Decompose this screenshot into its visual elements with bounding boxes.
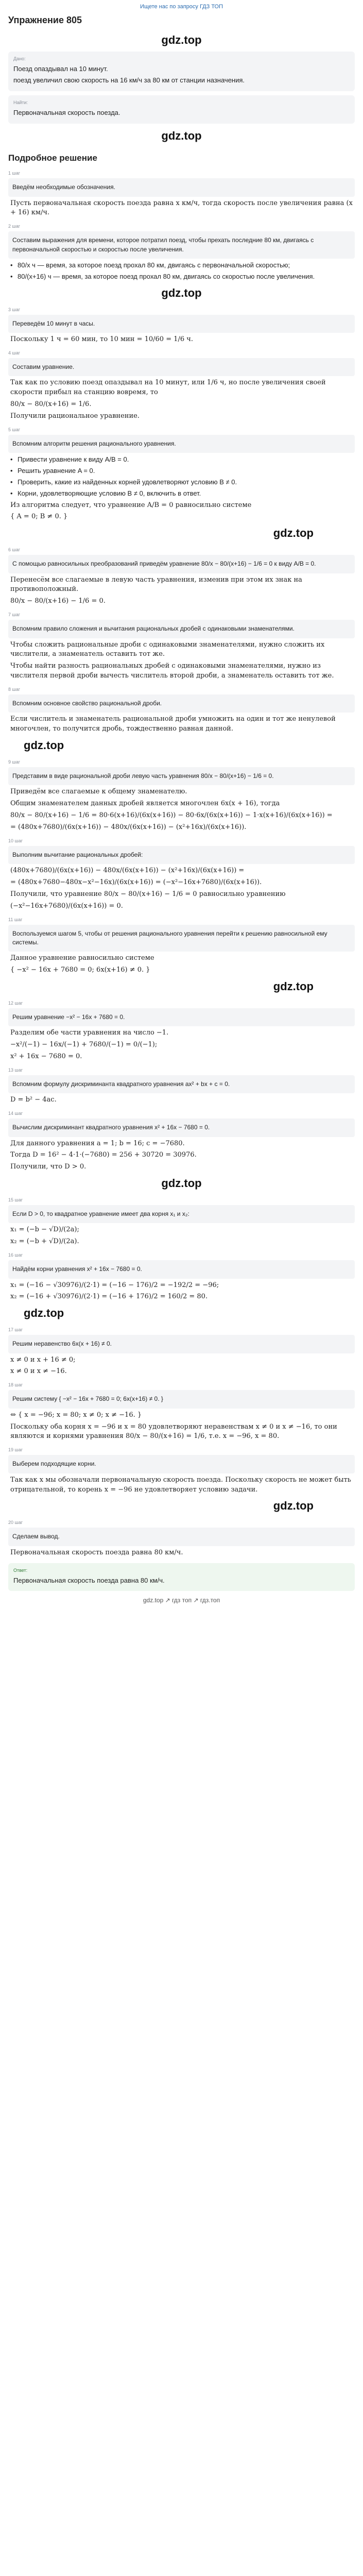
solution-step (8, 427, 355, 522)
step-line: Получили, что D > 0. (10, 1163, 87, 1171)
step-line: Данное уравнение равносильно системе (10, 954, 154, 962)
step-line: x₂ = (−16 + √30976)/(2·1) = (−16 + 176)/2 = 160/2 = 80. (10, 1293, 208, 1301)
step-line: = (480x+7680)/(6x(x+16)) − 480x/(6x(x+16)) − (x²+16x)/(6x(x+16)). (10, 823, 247, 831)
step-box (8, 1118, 355, 1137)
step-line: Из алгоритма следует, что уравнение A/B = 0 равносильно системе (10, 501, 252, 509)
step-label: 18 шаг (8, 1382, 23, 1388)
step-line: D = b² − 4ac. (10, 1096, 57, 1104)
solution-step (8, 612, 355, 681)
step-box (8, 620, 355, 638)
step-line: 80/x − 80/(x+16) − 1/6 = 80·6(x+16)/(6x(x+16)) − 80·6x/(6x(x+16)) − 1·x(x+16)/(6x(x+16)) = (10, 811, 333, 820)
step-label: 9 шаг (8, 759, 21, 765)
step-heading: Вспомним алгоритм решения рационального уравнения. (12, 439, 176, 447)
step-line: Перенесём все слагаемые в левую часть уравнения, изменив при этом их знак на противоположный. (10, 575, 302, 594)
step-box (8, 1205, 355, 1223)
step-heading: Составим уравнение. (12, 363, 75, 370)
step-box (8, 1260, 355, 1278)
watermark: gdz.top (24, 739, 64, 752)
step-line: ⇔ { x = −96; x = 80; x ≠ 0; x ≠ −16. } (10, 1411, 142, 1419)
step-line: x ≠ 0 и x + 16 ≠ 0; (10, 1355, 76, 1364)
step-line: 80/x − 80/(x+16) − 1/6 = 0. (10, 597, 106, 605)
step-line: Тогда D = 16² − 4·1·(−7680) = 256 + 30720 = 30976. (10, 1151, 197, 1159)
step-heading: Сделаем вывод. (12, 1533, 60, 1540)
step-box (8, 694, 355, 713)
step-heading: Составим выражения для времени, которое потратил поезд, чтобы прехать последние 80 км, двигаясь с первоначальной скоростью и скоростью после увеличения. (12, 236, 314, 253)
step-box (8, 1390, 355, 1408)
step-heading: Введём необходимые обозначения. (12, 183, 115, 191)
watermark: gdz.top (161, 33, 202, 47)
step-box (8, 231, 355, 259)
watermark: gdz.top (24, 1307, 64, 1320)
step-heading: Если D > 0, то квадратное уравнение имеет два корня x₁ и x₂: (12, 1210, 189, 1218)
step-line: (−x²−16x+7680)/(6x(x+16)) = 0. (10, 902, 123, 910)
solution-step (8, 307, 355, 345)
find-box (8, 95, 355, 124)
step-line: (480x+7680)/(6x(x+16)) − 480x/(6x(x+16)) − (x²+16x)/(6x(x+16)) = (10, 867, 245, 875)
step-box (8, 925, 355, 952)
bullet-item: • Решить уравнение A = 0. (10, 466, 355, 476)
top-link[interactable]: Ищете нас по запросу ГДЗ ТОП (140, 4, 223, 10)
step-line: x ≠ 0 и x ≠ −16. (10, 1367, 67, 1376)
solution-step (8, 170, 355, 218)
step-line: x₁ = (−b − √D)/(2a); (10, 1226, 79, 1234)
bullet-item: • 80/(x+16) ч — время, за которое поезд прохал 80 км, двигаясь со скоростью после увеличения. (10, 272, 355, 282)
step-line: Приведём все слагаемые к общему знаменателю. (10, 788, 187, 796)
solution-step (8, 1382, 355, 1442)
step-label: 3 шаг (8, 307, 21, 312)
bullet-item: • Привести уравнение к виду A/B = 0. (10, 455, 355, 465)
step-line: Чтобы найти разность рациональных дробей с одинаковыми знаменателями, нужно из числителя первой дроби вычесть числитель второй дроби, а знаменатель оставить тот же. (10, 662, 334, 680)
given-line: Поезд опаздывал на 10 минут. (13, 64, 108, 73)
step-box (8, 1455, 355, 1473)
step-heading: Вспомним формулу дискриминанта квадратного уравнения ax² + bx + c = 0. (12, 1080, 230, 1088)
step-heading: Воспользуемся шагом 5, чтобы от решения рационального уравнения перейти к решению равносильной ему системы. (12, 929, 327, 946)
step-heading: С помощью равносильных преобразований приведём уравнение 80/x − 80/(x+16) − 1/6 = 0 к виду A/B = 0. (12, 560, 316, 568)
watermark: gdz.top (161, 286, 202, 299)
bullet-item: • Корни, удовлетворяющие условию B ≠ 0, включить в ответ. (10, 489, 355, 499)
step-label: 15 шаг (8, 1197, 23, 1203)
step-label: 20 шаг (8, 1520, 23, 1526)
step-heading: Решим систему { −x² − 16x + 7680 = 0; 6x(x+16) ≠ 0. } (12, 1395, 163, 1403)
step-box (8, 1528, 355, 1546)
watermark: gdz.top (161, 1177, 202, 1190)
solution-step (8, 1519, 355, 1557)
step-label: 12 шаг (8, 1000, 23, 1006)
step-label: 6 шаг (8, 547, 21, 553)
step-bullets (10, 261, 355, 282)
step-line: −x²/(−1) − 16x/(−1) + 7680/(−1) = 0/(−1); (10, 1041, 158, 1049)
step-line: Пусть первоначальная скорость поезда равна x км/ч, тогда скорость после увеличения равна (x + 16) км/ч. (10, 199, 353, 217)
answer-text: Первоначальная скорость поезда равна 80 км/ч. (13, 1576, 165, 1584)
step-box (8, 1008, 355, 1026)
step-line: Первоначальная скорость поезда равна 80 км/ч. (10, 1548, 183, 1556)
solution-step (8, 1110, 355, 1172)
step-line: x² + 16x − 7680 = 0. (10, 1053, 82, 1061)
step-line: Общим знаменателем данных дробей является многочлен 6x(x + 16), тогда (10, 800, 280, 808)
step-label: 8 шаг (8, 686, 21, 692)
step-box (8, 1335, 355, 1353)
step-box (8, 178, 355, 196)
step-line: { A = 0; B ≠ 0. } (10, 513, 68, 521)
step-line: Если числитель и знаменатель рациональной дроби умножить на один и тот же ненулевой многочлен, то получится дробь, тождественно равная данной. (10, 715, 336, 733)
step-line: Получили, что уравнение 80/x − 80/(x+16) − 1/6 = 0 равносильно уравнению (10, 890, 286, 898)
step-label: 2 шаг (8, 224, 21, 229)
bullet-item: • 80/x ч — время, за которое поезд прохал 80 км, двигаясь с первоначальной скоростью; (10, 261, 355, 270)
solution-step (8, 223, 355, 282)
step-label: 4 шаг (8, 350, 21, 355)
watermark: gdz.top (273, 980, 314, 993)
step-label: 1 шаг (8, 171, 21, 176)
find-label: Найти: (13, 99, 28, 105)
step-box (8, 555, 355, 573)
step-label: 14 шаг (8, 1111, 23, 1116)
step-heading: Решим уравнение −x² − 16x + 7680 = 0. (12, 1013, 125, 1021)
step-line: x₁ = (−16 − √30976)/(2·1) = (−16 − 176)/2 = −192/2 = −96; (10, 1281, 219, 1289)
step-heading: Выполним вычитание рациональных дробей: (12, 851, 143, 858)
solution-step (8, 759, 355, 833)
step-line: x₂ = (−b + √D)/(2a). (10, 1238, 79, 1246)
step-box (8, 435, 355, 453)
step-label: 19 шаг (8, 1447, 23, 1453)
solution-step (8, 1067, 355, 1105)
step-line: Для данного уравнения a = 1; b = 16; c = −7680. (10, 1139, 185, 1147)
solution-step (8, 917, 355, 976)
step-heading: Вспомним правило сложения и вычитания рациональных дробей с одинаковыми знаменателями. (12, 625, 295, 633)
step-heading: Представим в виде рациональной дроби левую часть уравнения 80/x − 80/(x+16) − 1/6 = 0. (12, 772, 274, 779)
step-heading: Решим неравенство 6x(x + 16) ≠ 0. (12, 1340, 112, 1348)
footer-links[interactable]: gdz.top ↗ гдз топ ↗ гдз.топ (143, 1597, 220, 1604)
step-heading: Вспомним основное свойство рациональной дроби. (12, 699, 162, 707)
solution-step (8, 1327, 355, 1377)
bullet-item: • Проверить, какие из найденных корней удовлетворяют условию B ≠ 0. (10, 478, 355, 487)
step-line: Так как x мы обозначали первоначальную скорость поезда. Поскольку скорость не может быть отрицательной, то корень x = −96 не удовлетворяет условию задачи. (10, 1476, 351, 1494)
solution-step (8, 547, 355, 606)
step-line: Получили рациональное уравнение. (10, 412, 140, 420)
step-label: 13 шаг (8, 1067, 23, 1073)
given-line: поезд увеличил свою скорость на 16 км/ч за 80 км от станции назначения. (13, 76, 245, 84)
step-box (8, 1075, 355, 1093)
step-box (8, 767, 355, 785)
step-box (8, 358, 355, 376)
solution-step (8, 1447, 355, 1495)
solution-step (8, 1197, 355, 1247)
step-bullets (10, 455, 355, 498)
step-label: 7 шаг (8, 612, 21, 618)
answer-box (8, 1563, 355, 1591)
solution-step (8, 686, 355, 734)
step-heading: Выберем подходящие корни. (12, 1460, 96, 1468)
step-line: 80/x − 80/(x+16) = 1/6. (10, 400, 92, 409)
step-line: Чтобы сложить рациональные дроби с одинаковыми знаменателями, нужно сложить их числители, а знаменатель оставить тот же. (10, 640, 325, 658)
step-heading: Вычислим дискриминант квадратного уравнения x² + 16x − 7680 = 0. (12, 1124, 210, 1131)
solution-step (8, 1000, 355, 1062)
given-box (8, 52, 355, 91)
solution-title: Подробное решение (8, 153, 97, 163)
find-text: Первоначальная скорость поезда. (13, 108, 120, 116)
solution-step (8, 1252, 355, 1302)
step-line: Разделим обе части уравнения на число −1. (10, 1029, 169, 1037)
solution-step (8, 838, 355, 911)
step-box (8, 846, 355, 864)
step-heading: Найдём корни уравнения x² + 16x − 7680 = 0. (12, 1265, 142, 1273)
step-label: 11 шаг (8, 917, 23, 922)
answer-label: Ответ: (13, 1567, 28, 1573)
watermark: gdz.top (161, 129, 202, 142)
page-title: Упражнение 805 (8, 14, 82, 25)
step-heading: Переведём 10 минут в часы. (12, 319, 95, 327)
watermark: gdz.top (273, 1499, 314, 1513)
solution-step (8, 350, 355, 421)
step-label: 17 шаг (8, 1327, 23, 1333)
step-line: Поскольку 1 ч = 60 мин, то 10 мин = 10/60 = 1/6 ч. (10, 335, 193, 344)
step-line: Так как по условию поезд опаздывал на 10 минут, или 1/6 ч, но после увеличения своей скорости прибыл на станцию вовремя, то (10, 379, 326, 397)
step-box (8, 315, 355, 333)
steps-container (8, 170, 355, 1557)
step-label: 5 шаг (8, 427, 21, 432)
step-line: = (480x+7680−480x−x²−16x)/(6x(x+16)) = (−x²−16x+7680)/(6x(x+16)). (10, 878, 262, 886)
step-line: { −x² − 16x + 7680 = 0; 6x(x+16) ≠ 0. } (10, 966, 150, 974)
step-label: 10 шаг (8, 838, 23, 843)
step-line: Поскольку оба корня x = −96 и x = 80 удовлетворяют неравенствам x ≠ 0 и x ≠ −16, то они являются и корнями уравнения 80/x − 80/(x+16) = 1/6, т.е. x = −96, x = 80. (10, 1422, 337, 1440)
watermark: gdz.top (273, 527, 314, 540)
given-label: Дано: (13, 56, 26, 61)
step-label: 16 шаг (8, 1252, 23, 1258)
